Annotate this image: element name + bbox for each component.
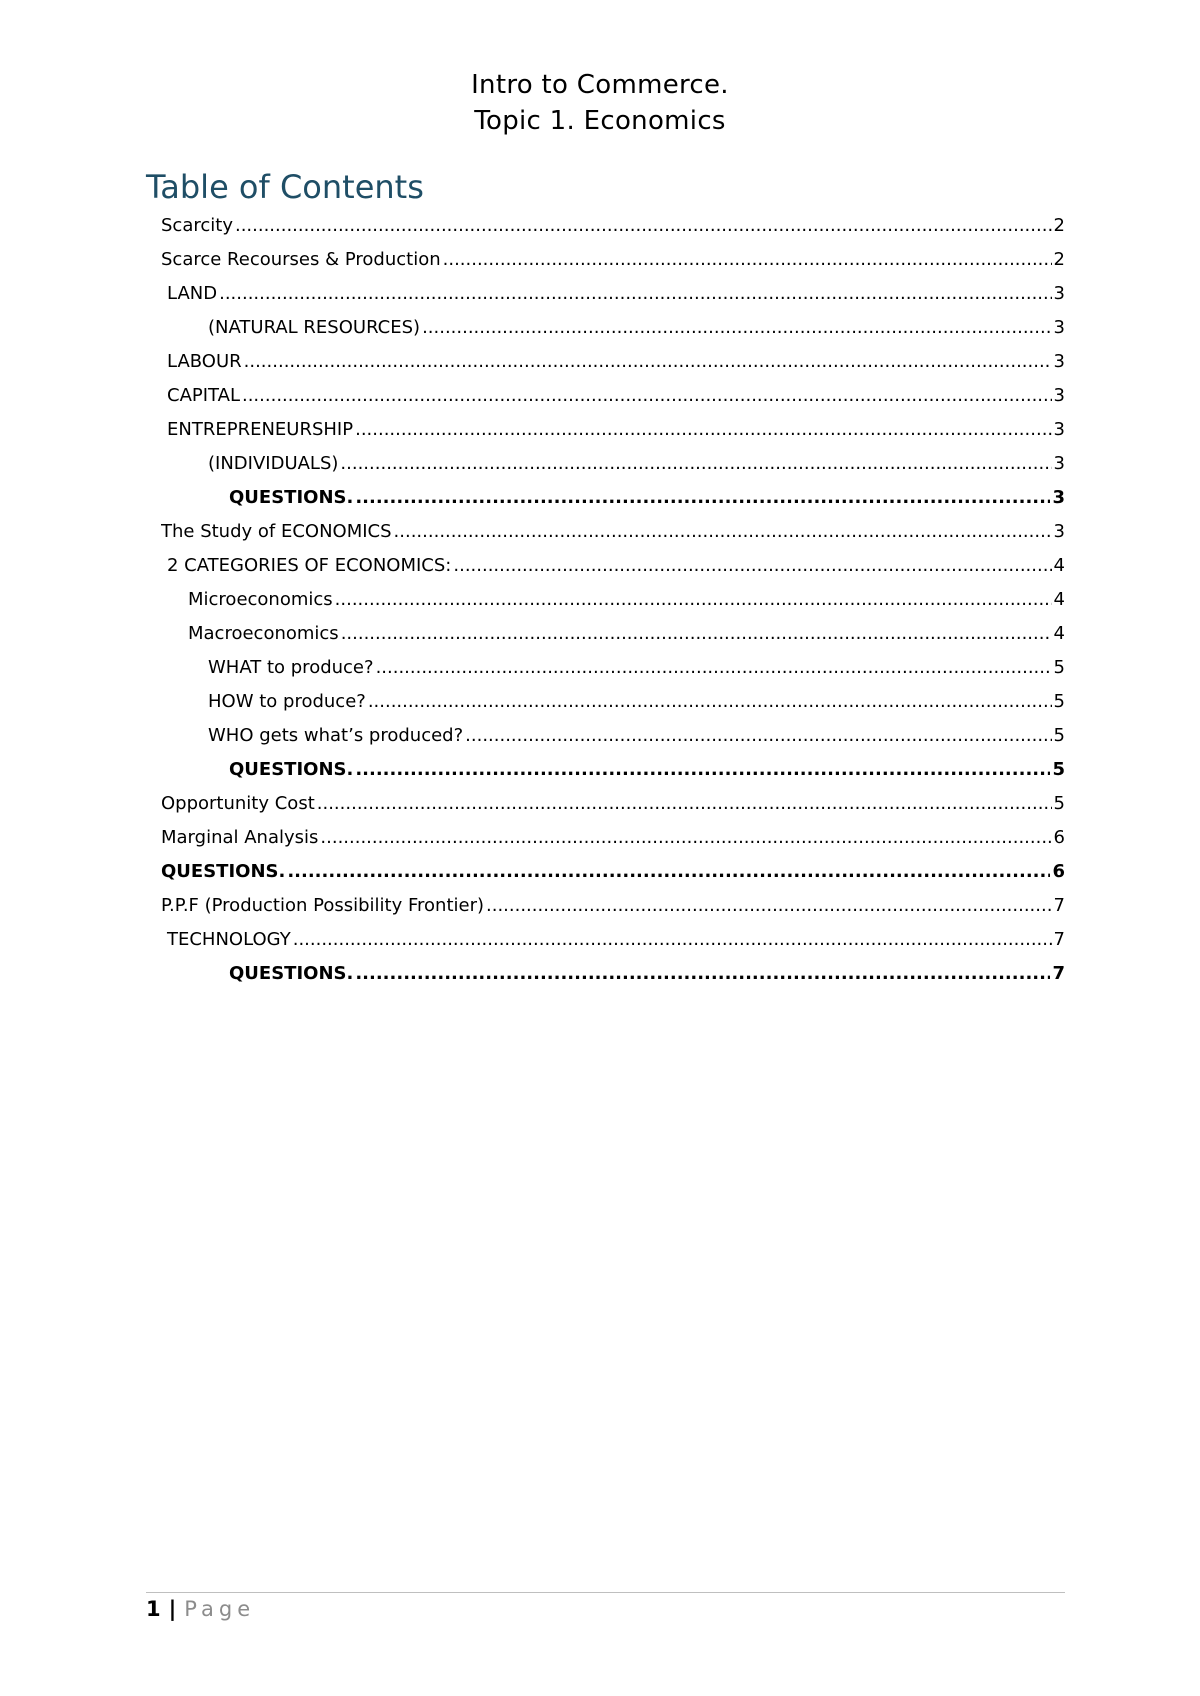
toc-entry-page-number[interactable]: 2 — [1053, 215, 1065, 236]
toc-dot-leader — [340, 447, 1051, 481]
toc-entry-page-number[interactable]: 3 — [1053, 419, 1065, 440]
toc-entry-title[interactable]: (INDIVIDUALS) — [208, 453, 339, 474]
page-footer — [146, 1597, 255, 1621]
document-subtitle: Topic 1. Economics — [474, 106, 726, 136]
toc-entry[interactable] — [161, 447, 1065, 481]
toc-dot-leader — [335, 583, 1052, 617]
toc-entry-title[interactable]: 2 CATEGORIES OF ECONOMICS: — [167, 555, 452, 576]
toc-entry[interactable] — [161, 753, 1065, 787]
toc-entry-title[interactable]: LAND — [167, 283, 218, 304]
toc-dot-leader — [465, 719, 1051, 753]
toc-entry-title[interactable]: QUESTIONS. — [229, 963, 354, 984]
toc-dot-leader — [242, 379, 1052, 413]
footer-page-number: 1 — [146, 1597, 161, 1621]
toc-entry[interactable] — [161, 889, 1065, 923]
toc-entry[interactable] — [161, 787, 1065, 821]
toc-entry-title[interactable]: LABOUR — [167, 351, 242, 372]
toc-dot-leader — [443, 243, 1052, 277]
toc-entry-title[interactable]: QUESTIONS. — [229, 759, 354, 780]
toc-entry[interactable] — [161, 685, 1065, 719]
toc-entry-page-number[interactable]: 3 — [1053, 385, 1065, 406]
toc-entry-title[interactable]: TECHNOLOGY — [167, 929, 291, 950]
toc-entry-title[interactable]: QUESTIONS. — [161, 861, 286, 882]
toc-entry-title[interactable]: Macroeconomics — [188, 623, 339, 644]
toc-dot-leader — [394, 515, 1052, 549]
toc-entry-page-number[interactable]: 4 — [1053, 623, 1065, 644]
toc-entry-page-number[interactable]: 5 — [1053, 691, 1065, 712]
toc-entry-page-number[interactable]: 3 — [1053, 283, 1065, 304]
toc-dot-leader — [368, 685, 1052, 719]
toc-entry-title[interactable]: ENTREPRENEURSHIP — [167, 419, 354, 440]
toc-dot-leader — [422, 311, 1051, 345]
toc-entry-title[interactable]: Opportunity Cost — [161, 793, 315, 814]
toc-entry[interactable] — [161, 651, 1065, 685]
toc-entry-page-number[interactable]: 5 — [1053, 725, 1065, 746]
toc-entry-title[interactable]: CAPITAL — [167, 385, 240, 406]
toc-dot-leader — [244, 345, 1052, 379]
toc-entry[interactable] — [161, 277, 1065, 311]
table-of-contents — [161, 209, 1065, 991]
toc-entry-page-number[interactable]: 4 — [1053, 589, 1065, 610]
toc-entry[interactable] — [161, 549, 1065, 583]
toc-entry-title[interactable]: WHAT to produce? — [208, 657, 374, 678]
toc-entry-title[interactable]: QUESTIONS. — [229, 487, 354, 508]
toc-entry-page-number[interactable]: 3 — [1053, 521, 1065, 542]
toc-entry-page-number[interactable]: 3 — [1053, 351, 1065, 372]
toc-entry-page-number[interactable]: 7 — [1053, 929, 1065, 950]
toc-entry-page-number[interactable]: 3 — [1053, 453, 1065, 474]
document-title: Intro to Commerce. — [471, 70, 729, 100]
toc-entry-title[interactable]: Scarcity — [161, 215, 233, 236]
toc-entry-title[interactable]: Microeconomics — [188, 589, 333, 610]
toc-dot-leader — [376, 651, 1052, 685]
toc-entry[interactable] — [161, 583, 1065, 617]
toc-entry-title[interactable]: P.P.F (Production Possibility Frontier) — [161, 895, 484, 916]
toc-dot-leader — [219, 277, 1051, 311]
toc-entry-page-number[interactable]: 5 — [1052, 759, 1065, 780]
toc-entry-page-number[interactable]: 5 — [1053, 657, 1065, 678]
toc-dot-leader — [355, 413, 1051, 447]
toc-entry[interactable] — [161, 481, 1065, 515]
toc-dot-leader — [341, 617, 1052, 651]
toc-entry-page-number[interactable]: 7 — [1052, 963, 1065, 984]
toc-entry-title[interactable]: (NATURAL RESOURCES) — [208, 317, 421, 338]
toc-entry[interactable] — [161, 379, 1065, 413]
toc-dot-leader — [355, 753, 1050, 787]
toc-dot-leader — [317, 787, 1052, 821]
toc-entry[interactable] — [161, 923, 1065, 957]
toc-entry-title[interactable]: Scarce Recourses & Production — [161, 249, 441, 270]
toc-entry-page-number[interactable]: 3 — [1053, 317, 1065, 338]
toc-dot-leader — [453, 549, 1051, 583]
toc-entry-page-number[interactable]: 2 — [1053, 249, 1065, 270]
toc-dot-leader — [320, 821, 1051, 855]
toc-entry[interactable] — [161, 311, 1065, 345]
toc-entry-page-number[interactable]: 3 — [1052, 487, 1065, 508]
toc-entry-page-number[interactable]: 4 — [1053, 555, 1065, 576]
toc-entry[interactable] — [161, 243, 1065, 277]
footer-page-label: Page — [184, 1597, 256, 1621]
toc-dot-leader — [355, 957, 1050, 991]
toc-dot-leader — [486, 889, 1052, 923]
toc-entry[interactable] — [161, 515, 1065, 549]
toc-entry-page-number[interactable]: 5 — [1053, 793, 1065, 814]
toc-entry[interactable] — [161, 413, 1065, 447]
footer-separator: | — [168, 1597, 177, 1621]
toc-entry[interactable] — [161, 719, 1065, 753]
toc-entry-page-number[interactable]: 6 — [1053, 827, 1065, 848]
footer-divider — [146, 1592, 1065, 1593]
toc-entry[interactable] — [161, 821, 1065, 855]
toc-entry-title[interactable]: WHO gets what’s produced? — [208, 725, 464, 746]
toc-entry[interactable] — [161, 855, 1065, 889]
toc-entry-title[interactable]: HOW to produce? — [208, 691, 366, 712]
toc-dot-leader — [355, 481, 1050, 515]
toc-dot-leader — [293, 923, 1052, 957]
toc-heading: Table of Contents — [146, 168, 424, 206]
toc-entry[interactable] — [161, 617, 1065, 651]
toc-entry[interactable] — [161, 345, 1065, 379]
toc-entry[interactable] — [161, 209, 1065, 243]
toc-entry-page-number[interactable]: 6 — [1052, 861, 1065, 882]
toc-entry[interactable] — [161, 957, 1065, 991]
toc-entry-title[interactable]: Marginal Analysis — [161, 827, 319, 848]
toc-dot-leader — [235, 209, 1052, 243]
toc-dot-leader — [287, 855, 1050, 889]
toc-entry-page-number[interactable]: 7 — [1053, 895, 1065, 916]
toc-entry-title[interactable]: The Study of ECONOMICS — [161, 521, 392, 542]
